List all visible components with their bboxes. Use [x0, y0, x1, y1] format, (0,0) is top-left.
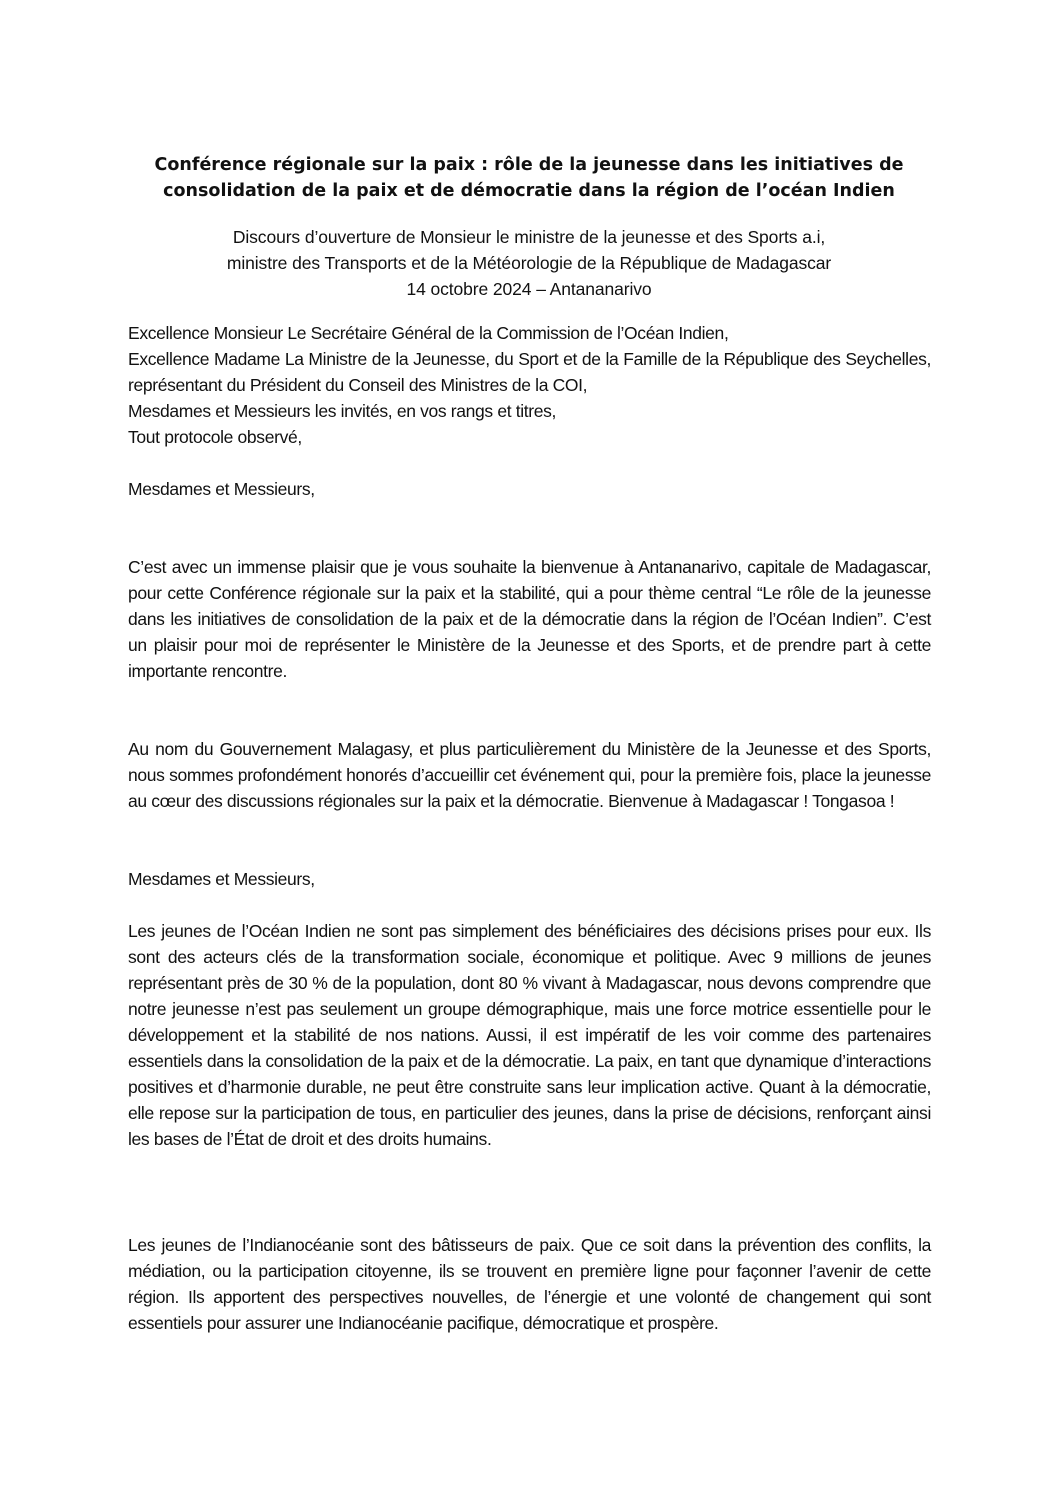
paragraph-3: Les jeunes de l’Océan Indien ne sont pas simplement des bénéficiaires des décisions prises pour eux. Ils sont des acteurs clés de la transformation sociale, économique et politique. Avec 9 millions de jeunes représentant près de 30 % de la population, dont 80 % vivant à Madagascar, nous devons comprendre que notre jeunesse n’est pas seulement un groupe démographique, mais une force motrice essentielle pour le développement et la stabilité de nos nations. Aussi, il est impératif de les voir comme des partenaires essentiels dans la consolidation de la paix et de la démocratie. La paix, en tant que dynamique d’interactions positives et d’harmonie durable, ne peut être construite sans leur implication active. Quant à la démocratie, elle repose sur la participation de tous, en particulier des jeunes, dans la prise de décisions, renforçant ainsi les bases de l’État de droit et des droits humains.	[128, 921, 932, 1149]
paragraph-1: C’est avec un immense plaisir que je vous souhaite la bienvenue à Antananarivo, capitale de Madagascar, pour cette Conférence régionale sur la paix et la stabilité, qui a pour thème central “Le rôle de la jeunesse dans les initiatives de consolidation de la paix et de la démocratie dans la région de l’Océan Indien”. C’est un plaisir pour moi de représenter le Ministère de la Jeunesse et des Sports, et de prendre part à cette importante rencontre.	[128, 557, 931, 681]
document-subtitle	[100, 224, 958, 302]
subtitle-line: ministre des Transports et de la Météorologie de la République de Madagascar	[226, 253, 832, 273]
salutation-line: Tout protocole observé,	[128, 427, 302, 447]
paragraph-4: Les jeunes de l’Indianocéanie sont des bâtisseurs de paix. Que ce soit dans la prévention des conflits, la médiation, ou la participation citoyenne, ils se trouvent en première ligne pour façonner l’avenir de cette région. Ils apportent des perspectives nouvelles, de l’énergie et une volonté de changement qui sont essentiels pour assurer une Indianocéanie pacifique, démocratique et prospère.	[128, 1235, 931, 1333]
salutations-block	[128, 320, 931, 450]
salutation-line: Mesdames et Messieurs les invités, en vos rangs et titres,	[128, 401, 557, 421]
address-2: Mesdames et Messieurs,	[128, 869, 315, 889]
address-1: Mesdames et Messieurs,	[128, 479, 315, 499]
subtitle-line: Discours d’ouverture de Monsieur le ministre de la jeunesse et des Sports a.i,	[232, 227, 826, 247]
salutation-line: Excellence Madame La Ministre de la Jeunesse, du Sport et de la Famille de la République des Seychelles, représentant du Président du Conseil des Ministres de la COI,	[128, 349, 931, 395]
salutation-line: Excellence Monsieur Le Secrétaire Général de la Commission de l’Océan Indien,	[128, 323, 729, 343]
title-line: Conférence régionale sur la paix : rôle de la jeunesse dans les initiatives de	[154, 155, 904, 175]
date-location: 14 octobre 2024 – Antananarivo	[406, 279, 652, 299]
title-line: consolidation de la paix et de démocratie dans la région de l’océan Indien	[163, 181, 895, 201]
paragraph-2: Au nom du Gouvernement Malagasy, et plus particulièrement du Ministère de la Jeunesse et des Sports, nous sommes profondément honorés d’accueillir cet événement qui, pour la première fois, place la jeunesse au cœur des discussions régionales sur la paix et la démocratie. Bienvenue à Madagascar ! Tongasoa !	[128, 739, 931, 811]
document-title	[100, 152, 958, 204]
